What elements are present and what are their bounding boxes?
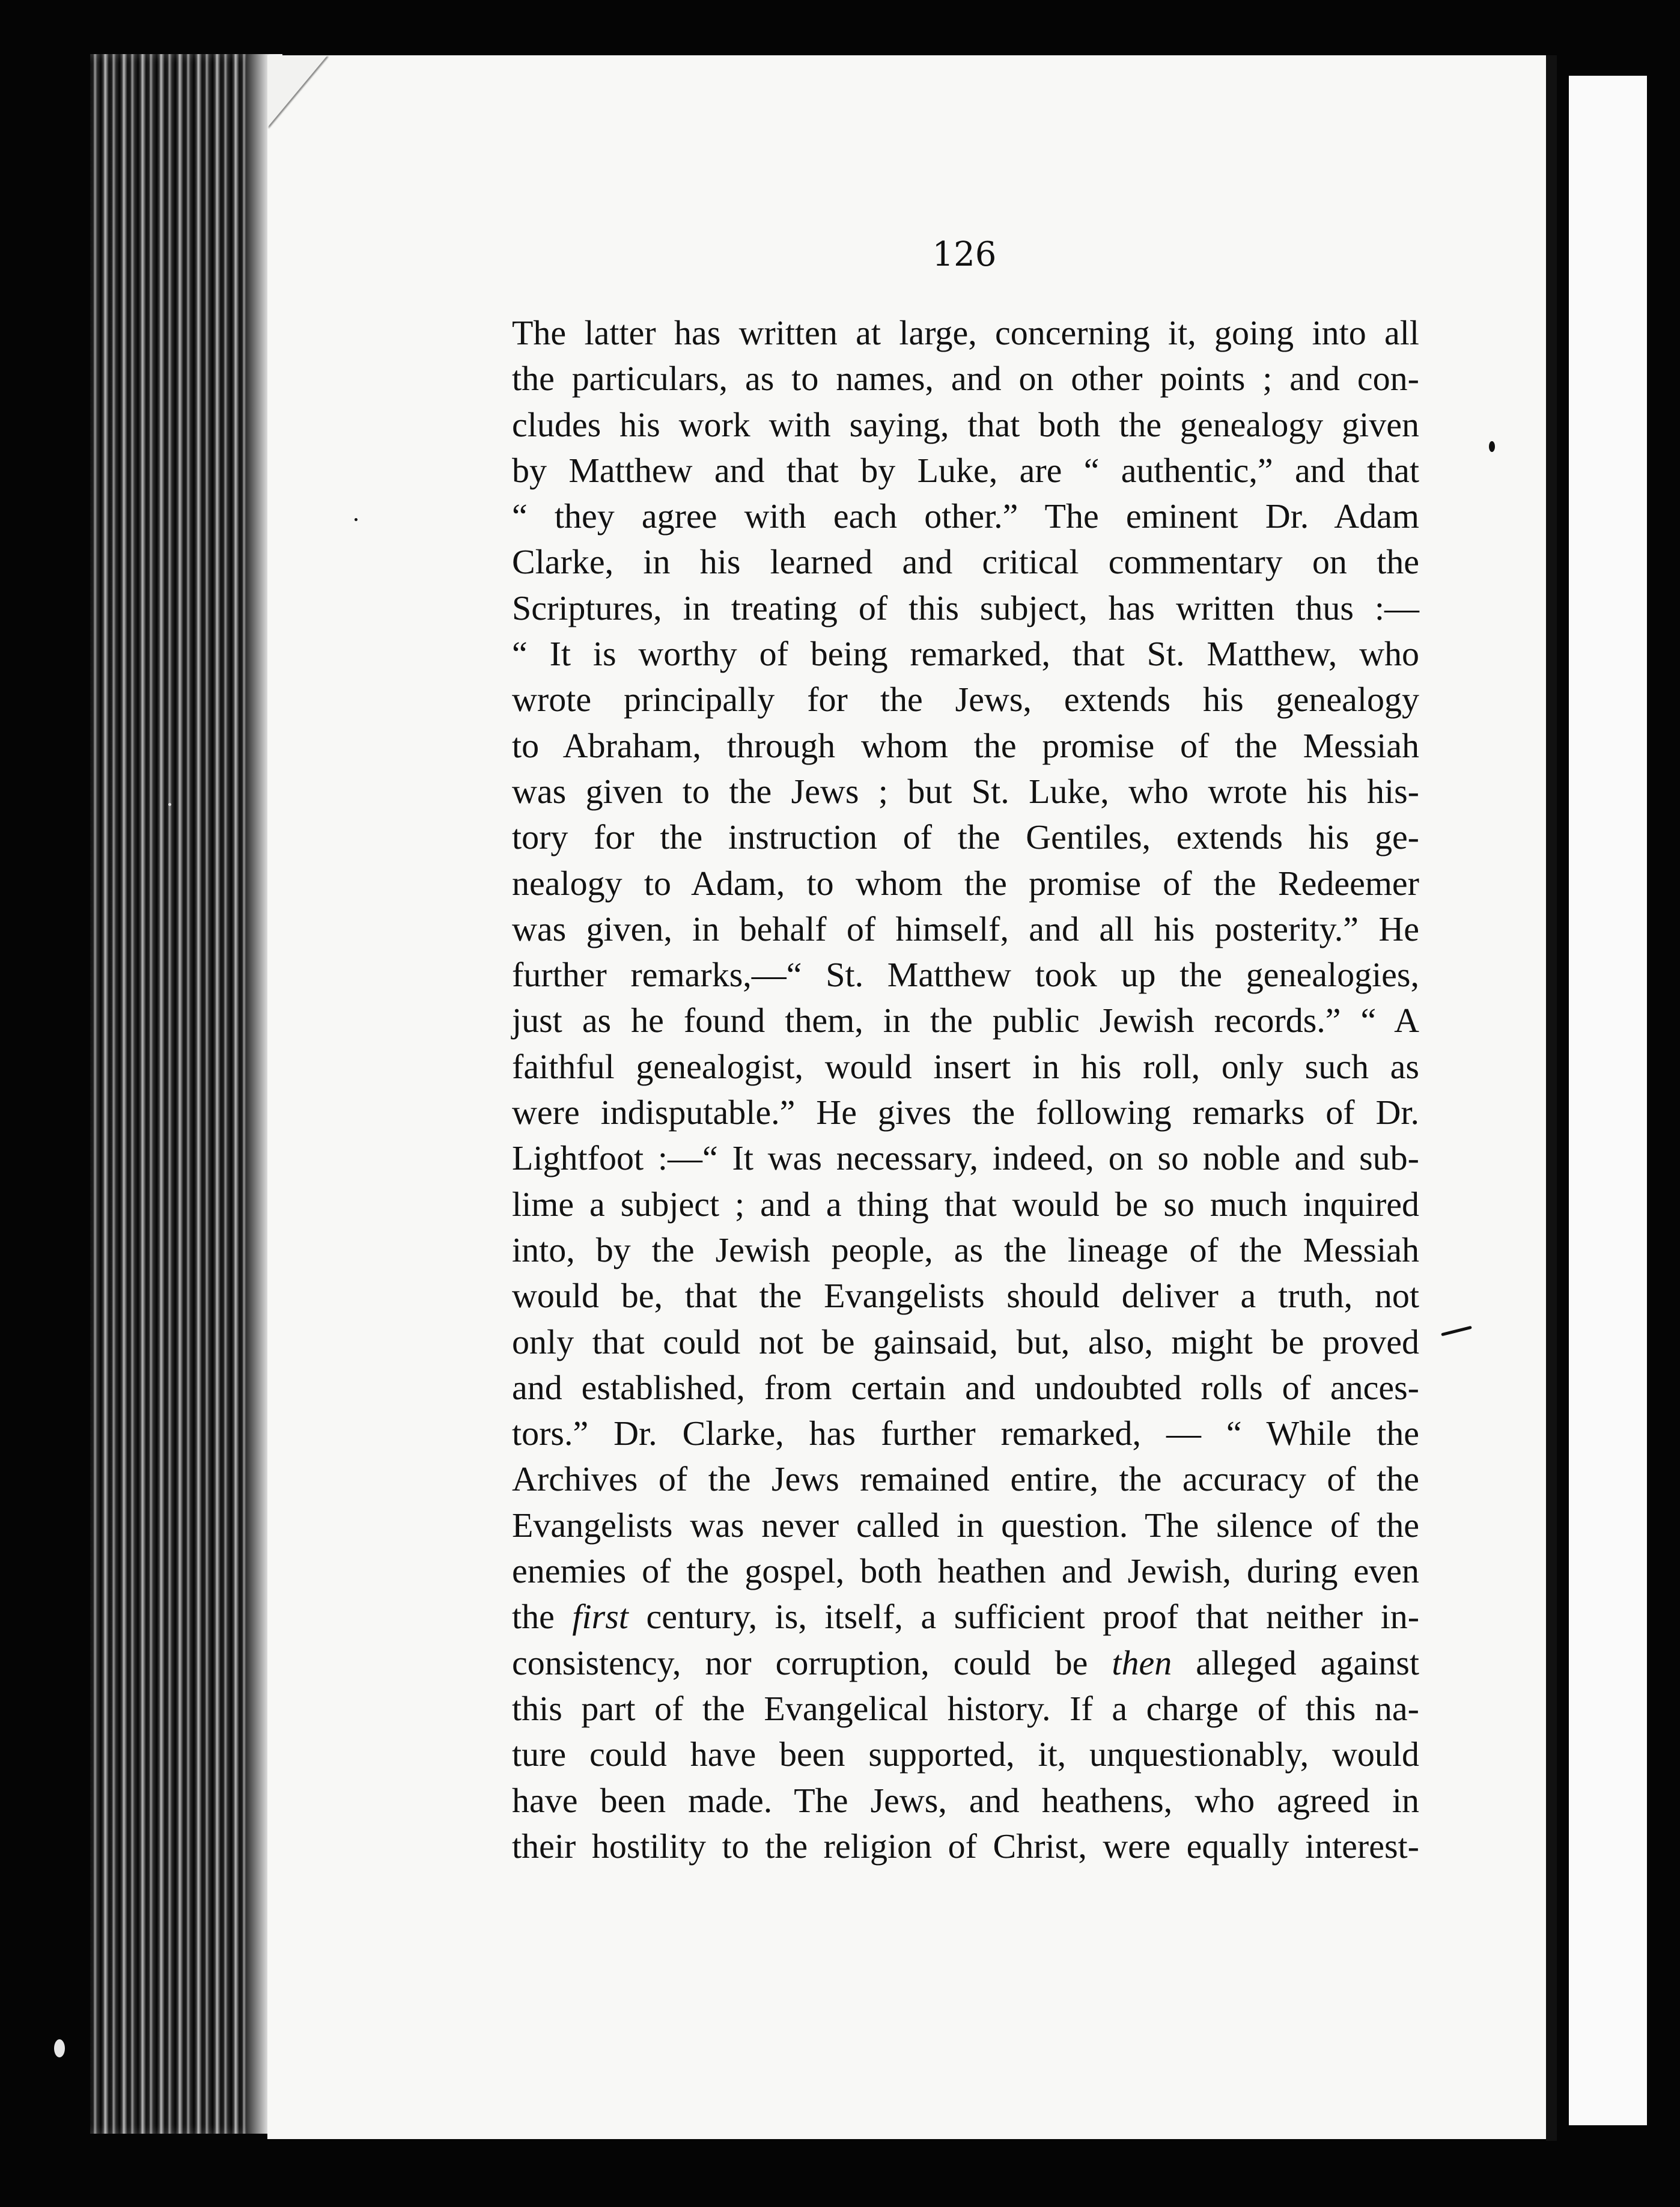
book-text-block [512,310,1419,1885]
text-line-30 [512,1640,1419,1686]
text-line-10: to Abraham, through whom the promise of the Messiah [512,725,1419,765]
text-line-11: was given to the Jews ; but St. Luke, who wrote his his- [512,771,1419,811]
folded-page-corner [267,55,327,127]
adjacent-page-sliver [1569,76,1647,2125]
line-30-after: alleged against [1172,1643,1419,1682]
text-line-34: their hostility to the religion of Christ, were equally interest- [512,1826,1419,1866]
text-line-13: nealogy to Adam, to whom the promise of the Redeemer [512,863,1419,903]
text-line-5: “ they agree with each other.” The eminent Dr. Adam [512,496,1419,536]
text-line-12: tory for the instruction of the Gentiles, extends his ge- [512,817,1419,857]
text-line-17: faithful genealogist, would insert in his roll, only such as [512,1046,1419,1086]
scan-light-speck [54,2039,65,2057]
text-line-31: this part of the Evangelical history. If a charge of this na- [512,1688,1419,1728]
text-line-32: ture could have been supported, it, unquestionably, would [512,1735,1419,1774]
text-line-27: Evangelists was never called in question. The silence of the [512,1505,1419,1545]
text-line-1: The latter has written at large, concerning it, going into all [512,313,1419,352]
italic-word-then: then [1112,1643,1172,1682]
text-line-7: Scriptures, in treating of this subject, has written thus :— [512,588,1419,627]
text-line-6: Clarke, in his learned and critical commentary on the [512,542,1419,582]
right-binding-edge [1546,55,1557,2141]
text-line-4: by Matthew and that by Luke, are “ authentic,” and that [512,450,1419,490]
text-line-29 [512,1594,1419,1640]
scan-light-speck [168,803,171,806]
text-line-25: tors.” Dr. Clarke, has further remarked, — “ While the [512,1414,1419,1453]
ink-speck [1489,441,1495,452]
text-line-16: just as he found them, in the public Jewish records.” “ A [512,1001,1419,1040]
text-line-21: into, by the Jewish people, as the lineage of the Messiah [512,1230,1419,1269]
text-line-15: further remarks,—“ St. Matthew took up the genealogies, [512,955,1419,995]
text-line-3: cludes his work with saying, that both the genealogy given [512,404,1419,444]
text-line-20: lime a subject ; and a thing that would be so much inquired [512,1184,1419,1224]
text-line-14: was given, in behalf of himself, and all his posterity.” He [512,909,1419,948]
text-line-28: enemies of the gospel, both heathen and Jewish, during even [512,1551,1419,1591]
text-line-8: “ It is worthy of being remarked, that St. Matthew, who [512,634,1419,674]
text-line-9: wrote principally for the Jews, extends his genealogy [512,680,1419,719]
text-line-2: the particulars, as to names, and on other points ; and con- [512,359,1419,398]
text-line-19: Lightfoot :—“ It was necessary, indeed, on so noble and sub- [512,1138,1419,1178]
ink-speck [355,518,358,521]
text-line-18: were indisputable.” He gives the following remarks of Dr. [512,1093,1419,1132]
text-line-23: only that could not be gainsaid, but, also, might be proved [512,1322,1419,1361]
page-number: 126 [932,235,997,274]
italic-word-first: first [572,1597,628,1637]
line-29-after: century, is, itself, a sufficient proof that neither in- [628,1597,1420,1637]
text-line-24: and established, from certain and undoubted rolls of ances- [512,1367,1419,1407]
line-30-before: consistency, nor corruption, could be [512,1643,1112,1682]
text-line-33: have been made. The Jews, and heathens, who agreed in [512,1780,1419,1820]
text-line-22: would be, that the Evangelists should deliver a truth, not [512,1276,1419,1316]
line-29-before: the [512,1597,573,1637]
text-line-26: Archives of the Jews remained entire, the accuracy of the [512,1459,1419,1499]
